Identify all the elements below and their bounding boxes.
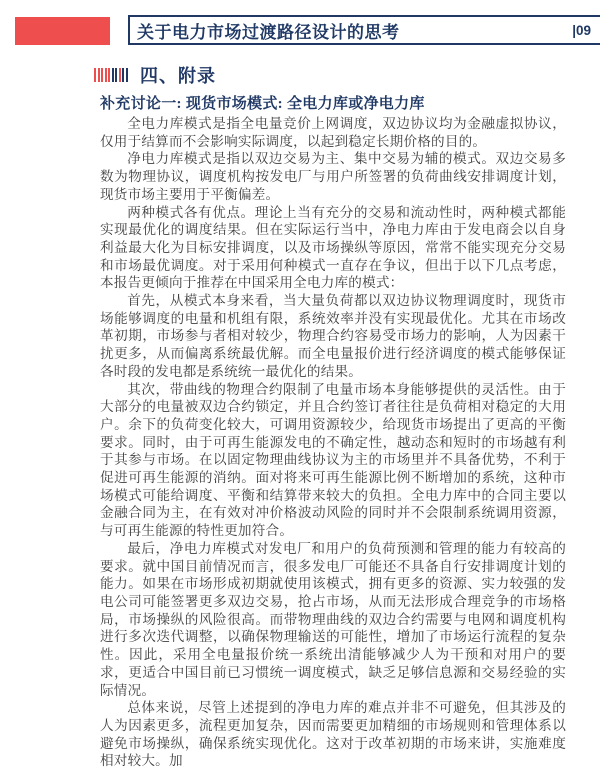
header-accent-block [15,17,110,45]
body-text [100,115,566,770]
paragraph: 首先，从模式本身来看，当大量负荷都以双边协议物理调度时，现货市场能够调度的电量和机组有限，系统效率并没有实现最优化。尤其在市场改革初期，市场参与者相对较少，物理合约容易受市场力的影响，人为因素干扰更多，从而偏离系统最优解。而全电量报价进行经济调度的模式能够保证各时段的发电都是系统统一最优化的结果。 [100,293,566,379]
header-title-bar [128,15,600,45]
page-number: |09 [572,22,591,38]
section-heading-row [94,62,565,88]
paragraph: 全电力库模式是指全电量竞价上网调度，双边协议均为金融虚拟协议，仅用于结算而不会影响实际调度，以起到稳定长期价格的目的。 [100,116,566,149]
paragraph: 其次，带曲线的物理合约限制了电量市场本身能够提供的灵活性。由于大部分的电量被双边合约锁定，并且合约签订者往往是负荷相对稳定的大用户。余下的负荷变化较大，可调用资源较少，给现货市场提出了更高的平衡要求。同时，由于可再生能源发电的不确定性，越动态和短时的市场越有利于其参与市场。在以固定物理曲线协议为主的市场里并不具备优势，不利于促进可再生能源的消纳。面对将来可再生能源比例不断增加的系统，这种市场模式可能给调度、平衡和结算带来较大的负担。全电力库中的合同主要以金融合同为主，在有效对冲价格波动风险的同时并不会限制系统调用资源，与可再生能源的特性更加符合。 [100,381,566,539]
page-title: 关于电力市场过渡路径设计的思考 [137,22,400,42]
paragraph: 净电力库模式是指以双边交易为主、集中交易为辅的模式。双边交易多数为物理协议，调度机构按发电厂与用户所签署的负荷曲线安排调度计划，现货市场主要用于平衡偏差。 [100,151,566,202]
section-subtitle: 补充讨论一: 现货市场模式: 全电力库或净电力库 [100,96,425,112]
paragraph: 最后，净电力库模式对发电厂和用户的负荷预测和管理的能力有较高的要求。就中国目前情况而言，很多发电厂可能还不具备自行安排调度计划的能力。如果在市场形成初期就使用该模式，拥有更多的资源、实力较强的发电公司可能签署更多双边交易，抢占市场，从而无法形成合理竞争的市场格局，市场操纵的风险很高。而带物理曲线的双边合约需要与电网和调度机构进行多次迭代调整，以确保物理输送的可能性，增加了市场运行流程的复杂性。因此，采用全电量报价统一系统出清能够减少人为干预和对用户的要求，更适合中国目前已习惯统一调度模式，缺乏足够信息源和交易经验的实际情况。 [100,540,566,698]
paragraph: 两种模式各有优点。理论上当有充分的交易和流动性时，两种模式都能实现最优化的调度结果。但在实际运行当中，净电力库由于发电商会以自身利益最大化为目标安排调度，以及市场操纵等原因，常常不能实现充分交易和市场最优调度。对于采用何种模式一直存在争议，但出于以下几点考虑，本报告更倾向于推荐在中国采用全电力库的模式： [100,204,566,291]
barcode-bars-icon [94,68,129,82]
paragraph: 总体来说，尽管上述提到的净电力库的难点并非不可避免，但其涉及的人为因素更多，流程更加复杂，因而需要更加精细的市场规则和管理体系以避免市场操纵，确保系统实现优化。这对于改革初期的市场来讲，实施难度相对较大。加 [100,700,566,769]
section-heading: 四、附录 [140,66,216,86]
